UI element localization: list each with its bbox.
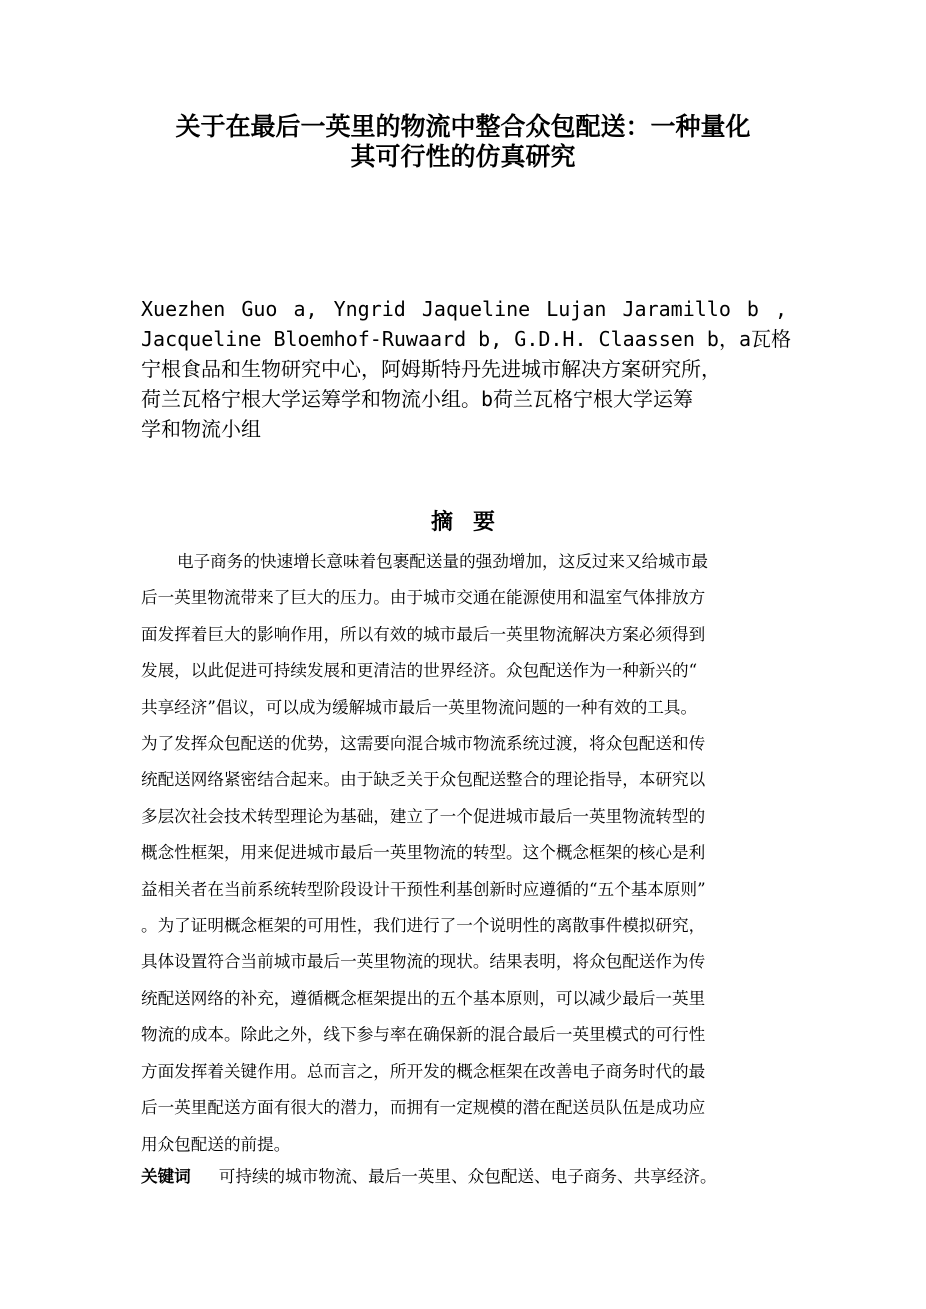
abstract-line: 用众包配送的前提。 — [141, 1134, 291, 1154]
abstract-line: 方面发挥着关键作用。总而言之，所开发的概念框架在改善电子商务时代的最 — [141, 1061, 706, 1081]
abstract-line: 具体设置符合当前城市最后一英里物流的现状。结果表明，将众包配送作为传 — [141, 952, 706, 972]
abstract-line: 概念性框架，用来促进城市最后一英里物流的转型。这个概念框架的核心是利 — [141, 843, 706, 863]
abstract-line: 后一英里物流带来了巨大的压力。由于城市交通在能源使用和温室气体排放方 — [141, 588, 706, 608]
abstract-line: 电子商务的快速增长意味着包裹配送量的强劲增加，这反过来又给城市最 — [177, 552, 708, 571]
paper-title — [120, 112, 806, 172]
author-affiliations — [141, 294, 792, 444]
abstract-line: 多层次社会技术转型理论为基础，建立了一个促进城市最后一英里物流转型的 — [141, 806, 706, 826]
keywords — [141, 1162, 801, 1192]
abstract-line: 统配送网络紧密结合起来。由于缺乏关于众包配送整合的理论指导，本研究以 — [141, 770, 706, 790]
abstract-line: 后一英里配送方面有很大的潜力，而拥有一定规模的潜在配送员队伍是成功应 — [141, 1098, 706, 1118]
paper-title-line-2: 其可行性的仿真研究 — [350, 142, 576, 171]
abstract-line: 。为了证明概念框架的可用性，我们进行了一个说明性的离散事件模拟研究， — [141, 916, 706, 936]
abstract-line: 发展，以此促进可持续发展和更清洁的世界经济。众包配送作为一种新兴的“ — [141, 661, 698, 681]
abstract-body — [141, 544, 781, 1163]
keywords-label: 关键词 — [141, 1167, 191, 1186]
abstract-line: 物流的成本。除此之外，线下参与率在确保新的混合最后一英里模式的可行性 — [141, 1025, 706, 1045]
abstract-line: 益相关者在当前系统转型阶段设计干预性利基创新时应遵循的“五个基本原则” — [141, 879, 706, 899]
author-line-4: 荷兰瓦格宁根大学运筹学和物流小组。b荷兰瓦格宁根大学运筹 — [141, 387, 694, 411]
author-line-1: Xuezhen Guo a, Yngrid Jaqueline Lujan Jaramillo b , — [141, 297, 787, 321]
abstract-line: 共享经济”倡议，可以成为缓解城市最后一英里物流问题的一种有效的工具。 — [141, 697, 698, 717]
author-line-3: 宁根食品和生物研究中心，阿姆斯特丹先进城市解决方案研究所， — [141, 357, 721, 381]
author-line-2: Jacqueline Bloemhof-Ruwaard b, G.D.H. Claassen b，a瓦格 — [141, 327, 792, 351]
author-line-5: 学和物流小组 — [141, 417, 261, 441]
paper-title-line-1: 关于在最后一英里的物流中整合众包配送：一种量化 — [175, 112, 751, 141]
abstract-line: 为了发挥众包配送的优势，这需要向混合城市物流系统过渡，将众包配送和传 — [141, 734, 706, 754]
abstract-heading: 摘要 — [430, 510, 515, 535]
abstract-line: 统配送网络的补充，遵循概念框架提出的五个基本原则，可以减少最后一英里 — [141, 988, 706, 1008]
keywords-text: 可持续的城市物流、最后一英里、众包配送、电子商务、共享经济。 — [218, 1167, 717, 1186]
abstract-line: 面发挥着巨大的影响作用，所以有效的城市最后一英里物流解决方案必须得到 — [141, 624, 706, 644]
